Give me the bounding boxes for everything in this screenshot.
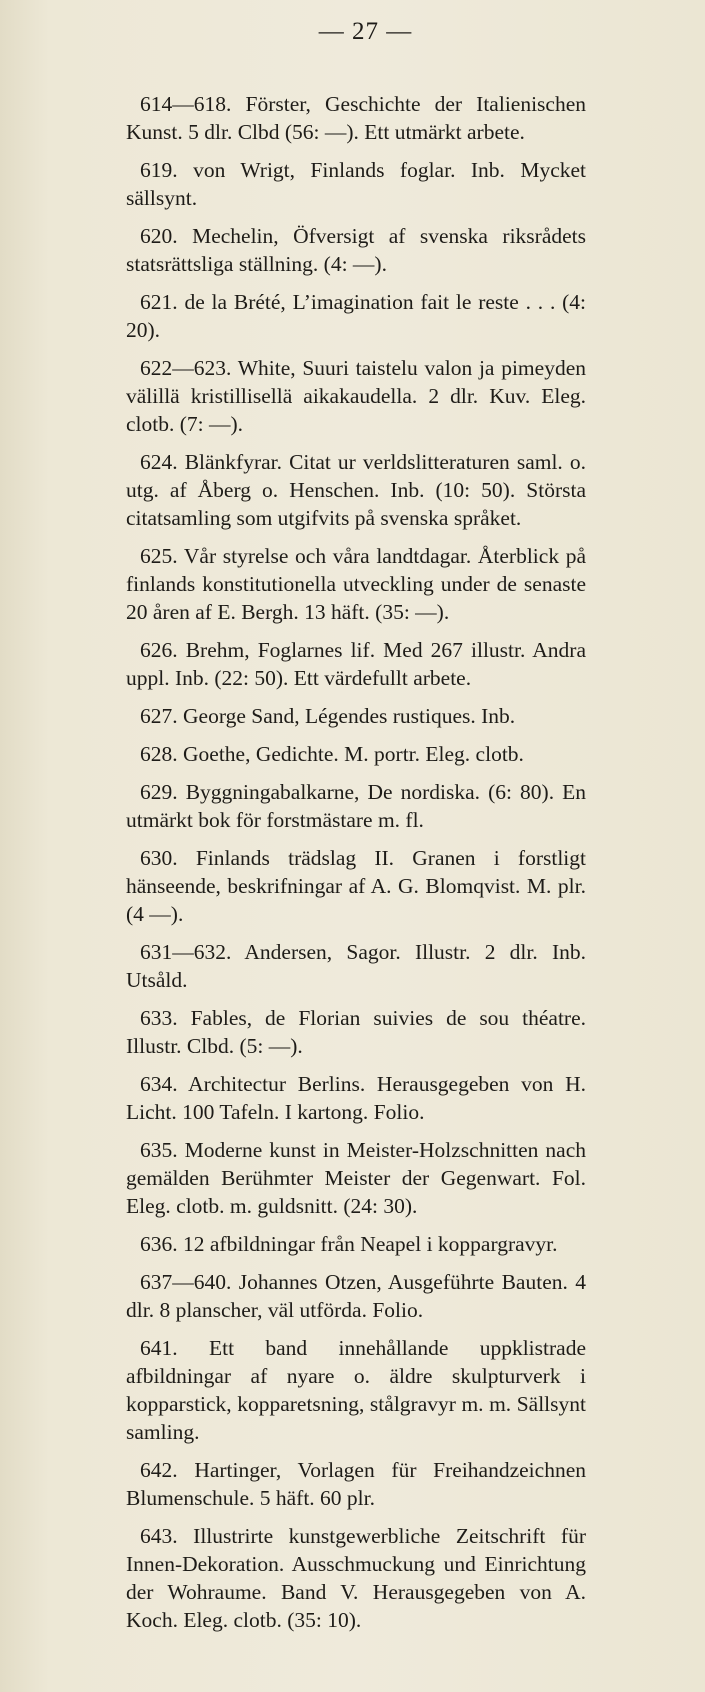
entry-number: 619. xyxy=(140,158,178,182)
entry-text: Ett band innehållande uppklistrade afbildningar af nyare o. äldre skulpturverk i kopparstick, kopparetsning, stålgravyr m. m. Sällsynt samling. xyxy=(126,1336,586,1444)
catalog-entry xyxy=(126,1070,586,1126)
entry-number: 641. xyxy=(140,1336,178,1360)
entry-number: 621. xyxy=(140,290,178,314)
catalog-entry xyxy=(126,1004,586,1060)
entry-number: 628. xyxy=(140,742,178,766)
catalog-entry xyxy=(126,222,586,278)
catalog-entry xyxy=(126,354,586,438)
catalog-entry xyxy=(126,702,586,730)
entry-text: Förster, Geschichte der Italienischen Kunst. 5 dlr. Clbd (56: —). Ett utmärkt arbete. xyxy=(126,92,587,144)
catalog-entry xyxy=(126,90,586,146)
entry-number: 625. xyxy=(140,544,178,568)
entry-number: 626. xyxy=(140,638,178,662)
entry-number: 643. xyxy=(140,1524,178,1548)
entry-text: Johannes Otzen, Ausgeführte Bauten. 4 dlr. 8 planscher, väl utförda. Folio. xyxy=(126,1270,587,1322)
entry-text: Moderne kunst in Meister-Holzschnitten nach gemälden Berühmter Meister der Gegenwart. Fol. Eleg. clotb. m. guldsnitt. (24: 30). xyxy=(126,1138,586,1218)
entry-number: 614—618. xyxy=(140,92,232,116)
entry-text: von Wrigt, Finlands foglar. Inb. Mycket sällsynt. xyxy=(126,158,587,210)
entry-text: Brehm, Foglarnes lif. Med 267 illustr. Andra uppl. Inb. (22: 50). Ett värdefullt arbete. xyxy=(126,638,586,690)
entry-text: Mechelin, Öfversigt af svenska riksrådets statsrättsliga ställning. (4: —). xyxy=(126,224,586,276)
catalog-entry xyxy=(126,448,586,532)
catalog-entry xyxy=(126,844,586,928)
entry-number: 620. xyxy=(140,224,178,248)
entry-text: Vår styrelse och våra landtdagar. Återblick på finlands konstitutionella utveckling under de senaste 20 åren af E. Bergh. 13 häft. (35: —). xyxy=(126,544,586,624)
catalog-entry xyxy=(126,1456,586,1512)
entry-text: Blänkfyrar. Citat ur verldslitteraturen saml. o. utg. af Åberg o. Henschen. Inb. (10: 50). Största citatsamling som utgifvits på svenska språket. xyxy=(126,450,586,530)
entry-text: George Sand, Légendes rustiques. Inb. xyxy=(183,704,516,728)
catalog-entry xyxy=(126,156,586,212)
catalog-entry xyxy=(126,778,586,834)
catalog-entry xyxy=(126,1136,586,1220)
entry-text: de la Brété, L’imagination fait le reste . . . (4: 20). xyxy=(126,290,587,342)
catalog-entry xyxy=(126,636,586,692)
entry-number: 630. xyxy=(140,846,178,870)
entry-text: Byggningabalkarne, De nordiska. (6: 80). En utmärkt bok för forstmästare m. fl. xyxy=(126,780,587,832)
entry-text: Finlands trädslag II. Granen i forstligt hänseende, beskrifningar af A. G. Blomqvist. M. plr. (4 —). xyxy=(126,846,586,926)
entry-text: Hartinger, Vorlagen für Freihandzeichnen Blumenschule. 5 häft. 60 plr. xyxy=(126,1458,586,1510)
entry-number: 637—640. xyxy=(140,1270,232,1294)
entry-number: 633. xyxy=(140,1006,178,1030)
entry-number: 635. xyxy=(140,1138,178,1162)
catalog-entry xyxy=(126,740,586,768)
catalog-entry xyxy=(126,542,586,626)
entry-number: 642. xyxy=(140,1458,178,1482)
catalog-entry xyxy=(126,288,586,344)
catalog-entry xyxy=(126,1522,586,1634)
entry-number: 624. xyxy=(140,450,178,474)
entry-number: 631—632. xyxy=(140,940,232,964)
entry-text: Illustrirte kunstgewerbliche Zeitschrift für Innen-Dekoration. Ausschmuckung und Einrichtung der Wohraume. Band V. Herausgegeben von A. Koch. Eleg. clotb. (35: 10). xyxy=(126,1524,586,1632)
catalog-entry xyxy=(126,938,586,994)
entry-number: 629. xyxy=(140,780,178,804)
page-number: — 27 — xyxy=(318,18,413,45)
entry-number: 636. xyxy=(140,1232,178,1256)
catalog-entry xyxy=(126,1334,586,1446)
entry-text: Andersen, Sagor. Illustr. 2 dlr. Inb. Utsåld. xyxy=(126,940,586,992)
entry-number: 627. xyxy=(140,704,178,728)
catalog-entries xyxy=(126,90,586,1634)
entry-text: White, Suuri taistelu valon ja pimeyden välillä kristillisellä aikakaudella. 2 dlr. Kuv. Eleg. clotb. (7: —). xyxy=(126,356,586,436)
entry-number: 622—623. xyxy=(140,356,232,380)
entry-text: Goethe, Gedichte. M. portr. Eleg. clotb. xyxy=(183,742,524,766)
entry-text: Architectur Berlins. Herausgegeben von H. Licht. 100 Tafeln. I kartong. Folio. xyxy=(126,1072,586,1124)
entry-text: 12 afbildningar från Neapel i koppargravyr. xyxy=(183,1232,558,1256)
entry-text: Fables, de Florian suivies de sou théatre. Illustr. Clbd. (5: —). xyxy=(126,1006,587,1058)
catalog-entry xyxy=(126,1268,586,1324)
entry-number: 634. xyxy=(140,1072,178,1096)
catalog-entry xyxy=(126,1230,586,1258)
